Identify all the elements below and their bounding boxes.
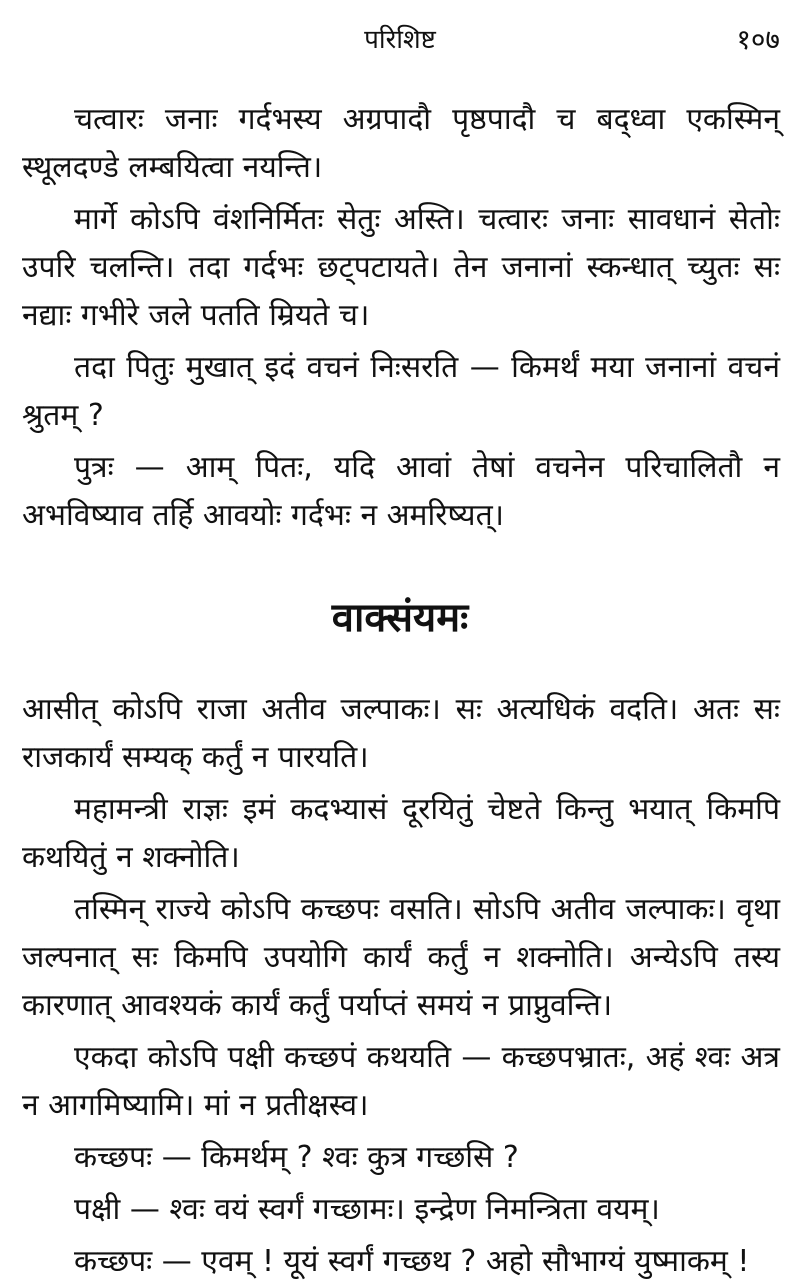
- paragraph: एकदा कोऽपि पक्षी कच्छपं कथयति — कच्छपभ्रातः, अहं श्वः अत्र न आगमिष्यामि। मां न प्रतीक्षस्व।: [22, 1040, 780, 1123]
- paragraph: आसीत् कोऽपि राजा अतीव जल्पाकः। सः अत्यधिकं वदति। अतः सः राजकार्यं सम्यक् कर्तुं न पारयति।: [22, 692, 780, 775]
- dialogue-line: कच्छपः — एवम् ! यूयं स्वर्गं गच्छथ ? अहो सौभाग्यं युष्माकम् !: [74, 1244, 750, 1279]
- paragraph: तदा पितुः मुखात् इदं वचनं निःसरति — किमर्थं मया जनानां वचनं श्रुतम् ?: [22, 350, 780, 433]
- paragraph: महामन्त्री राज्ञः इमं कदभ्यासं दूरयितुं चेष्टते किन्तु भयात् किमपि कथयितुं न शक्नोति।: [22, 792, 780, 875]
- running-title: परिशिष्ट: [364, 25, 436, 55]
- story1-text: [22, 96, 780, 540]
- paragraph: तस्मिन् राज्ये कोऽपि कच्छपः वसति। सोऽपि अतीव जल्पाकः। वृथा जल्पनात् सः किमपि उपयोगि कार्यं कर्तुं न शक्नोति। अन्येऽपि तस्य कारणात् आवश्यकं कार्यं कर्तुं पर्याप्तं समयं न प्राप्नुवन्ति।: [22, 892, 780, 1023]
- paragraph: मार्गे कोऽपि वंशनिर्मितः सेतुः अस्ति। चत्वारः जनाः सावधानं सेतोः उपरि चलन्ति। तदा गर्दभः छट्पटायते। तेन जनानां स्कन्धात् च्युतः सः नद्याः गभीरे जले पतति म्रियते च।: [22, 202, 780, 333]
- dialogue-line: कच्छपः — किमर्थम् ? श्वः कुत्र गच्छसि ?: [74, 1140, 519, 1175]
- dialogue-line: पक्षी — श्वः वयं स्वर्गं गच्छामः। इन्द्रेण निमन्त्रिता वयम्।: [74, 1192, 660, 1227]
- story2-text: [22, 686, 780, 1286]
- section-title: वाक्संयमः: [331, 595, 469, 641]
- paragraph: पुत्रः — आम् पितः, यदि आवां तेषां वचनेन परिचालितौ न अभविष्याव तर्हि आवयोः गर्दभः न अमरिष्यत्।: [22, 450, 780, 533]
- page-header: [0, 14, 800, 54]
- page-number: १०७: [736, 23, 780, 56]
- paragraph: चत्वारः जनाः गर्दभस्य अग्रपादौ पृष्ठपादौ च बद्ध्वा एकस्मिन् स्थूलदण्डे लम्बयित्वा नयन्ति।: [22, 102, 780, 185]
